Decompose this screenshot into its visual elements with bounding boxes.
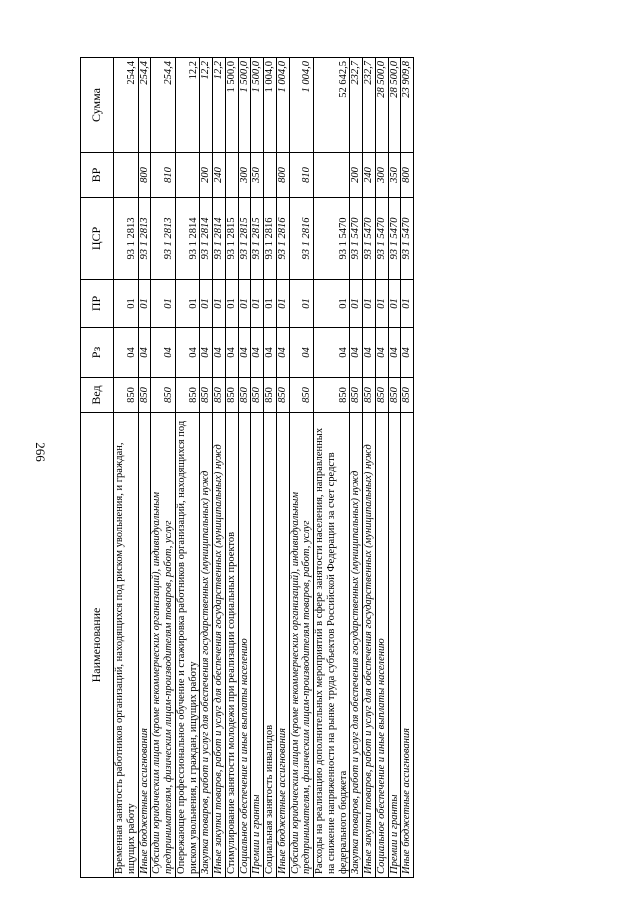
cell-vr xyxy=(175,153,200,198)
table-row xyxy=(138,58,151,878)
cell-sum: 1 500,0 xyxy=(238,58,251,153)
table-row xyxy=(114,58,139,878)
cell-pr: 01 xyxy=(289,280,314,328)
cell-sum: 1 004,0 xyxy=(289,58,314,153)
cell-vr xyxy=(264,153,277,198)
header-rz: Рз xyxy=(81,328,114,378)
cell-vr: 800 xyxy=(276,153,289,198)
cell-name: Временная занятость работников организаций, находящихся под риском увольнения, и граждан, ищущих работу xyxy=(114,413,139,878)
cell-rz: 04 xyxy=(375,328,388,378)
cell-ved: 850 xyxy=(251,378,264,413)
cell-sum: 232,7 xyxy=(350,58,363,153)
cell-csr: 93 1 2816 xyxy=(264,198,277,280)
cell-name: Расходы на реализацию дополнительных мероприятий в сфере занятости населения, направленных на снижение напряженности на рынке труда субъектов Российской Федерации за счет средств федерального бюджета xyxy=(314,413,350,878)
cell-name: Субсидии юридическим лицам (кроме некоммерческих организаций), индивидуальным предпринимателям, физическим лицам-производителям товаров, работ, услуг xyxy=(289,413,314,878)
cell-ved: 850 xyxy=(175,378,200,413)
cell-csr: 93 1 2816 xyxy=(276,198,289,280)
cell-sum: 28 500,0 xyxy=(388,58,401,153)
table-row xyxy=(251,58,264,878)
cell-name: Социальное обеспечение и иные выплаты населению xyxy=(238,413,251,878)
cell-sum: 232,7 xyxy=(363,58,376,153)
cell-csr: 93 1 2814 xyxy=(200,198,213,280)
cell-csr: 93 1 2813 xyxy=(114,198,139,280)
cell-rz: 04 xyxy=(251,328,264,378)
cell-ved: 850 xyxy=(151,378,176,413)
cell-name: Иные закупки товаров, работ и услуг для обеспечения государственных (муниципальных) нужд xyxy=(213,413,226,878)
cell-ved: 850 xyxy=(314,378,350,413)
table-header-row xyxy=(81,58,114,878)
cell-rz: 04 xyxy=(350,328,363,378)
cell-name: Субсидии юридическим лицам (кроме некоммерческих организаций), индивидуальным предпринимателям, физическим лицам-производителям товаров, работ, услуг xyxy=(151,413,176,878)
cell-csr: 93 1 5470 xyxy=(314,198,350,280)
table-row xyxy=(151,58,176,878)
header-ved: Вед xyxy=(81,378,114,413)
cell-pr: 01 xyxy=(225,280,238,328)
table-row xyxy=(276,58,289,878)
cell-csr: 93 1 2813 xyxy=(151,198,176,280)
cell-sum: 1 500,0 xyxy=(251,58,264,153)
header-csr: ЦСР xyxy=(81,198,114,280)
cell-ved: 850 xyxy=(350,378,363,413)
table-row xyxy=(350,58,363,878)
cell-ved: 850 xyxy=(375,378,388,413)
cell-name: Иные бюджетные ассигнования xyxy=(401,413,414,878)
cell-pr: 01 xyxy=(175,280,200,328)
cell-name: Иные бюджетные ассигнования xyxy=(276,413,289,878)
cell-rz: 04 xyxy=(175,328,200,378)
cell-rz: 04 xyxy=(213,328,226,378)
cell-sum: 254,4 xyxy=(114,58,139,153)
cell-rz: 04 xyxy=(200,328,213,378)
cell-rz: 04 xyxy=(225,328,238,378)
cell-sum: 1 004,0 xyxy=(276,58,289,153)
cell-sum: 28 500,0 xyxy=(375,58,388,153)
cell-vr xyxy=(114,153,139,198)
cell-sum: 12,2 xyxy=(175,58,200,153)
cell-ved: 850 xyxy=(363,378,376,413)
cell-vr: 240 xyxy=(363,153,376,198)
cell-sum: 12,2 xyxy=(200,58,213,153)
table-row xyxy=(175,58,200,878)
cell-csr: 93 1 5470 xyxy=(350,198,363,280)
page-number-area xyxy=(0,0,48,905)
cell-sum: 1 004,0 xyxy=(264,58,277,153)
cell-rz: 04 xyxy=(276,328,289,378)
cell-vr: 200 xyxy=(200,153,213,198)
cell-rz: 04 xyxy=(114,328,139,378)
cell-pr: 01 xyxy=(238,280,251,328)
cell-csr: 93 1 5470 xyxy=(401,198,414,280)
cell-pr: 01 xyxy=(363,280,376,328)
cell-pr: 01 xyxy=(350,280,363,328)
cell-name: Социальное обеспечение и иные выплаты населению xyxy=(375,413,388,878)
cell-vr: 240 xyxy=(213,153,226,198)
cell-rz: 04 xyxy=(363,328,376,378)
table-body xyxy=(114,58,414,878)
cell-rz: 04 xyxy=(138,328,151,378)
cell-pr: 01 xyxy=(200,280,213,328)
cell-csr: 93 1 2814 xyxy=(175,198,200,280)
cell-name: Закупка товаров, работ и услуг для обеспечения государственных (муниципальных) нужд xyxy=(200,413,213,878)
cell-sum: 12,2 xyxy=(213,58,226,153)
table-row xyxy=(225,58,238,878)
cell-vr: 350 xyxy=(251,153,264,198)
header-sum: Сумма xyxy=(81,58,114,153)
cell-ved: 850 xyxy=(114,378,139,413)
cell-rz: 04 xyxy=(264,328,277,378)
cell-ved: 850 xyxy=(213,378,226,413)
cell-pr: 01 xyxy=(251,280,264,328)
cell-sum: 1 500,0 xyxy=(225,58,238,153)
cell-sum: 52 642,5 xyxy=(314,58,350,153)
cell-csr: 93 1 2813 xyxy=(138,198,151,280)
cell-pr: 01 xyxy=(401,280,414,328)
cell-rz: 04 xyxy=(289,328,314,378)
page-number: 266 xyxy=(33,442,48,462)
cell-rz: 04 xyxy=(238,328,251,378)
cell-vr: 810 xyxy=(151,153,176,198)
cell-pr: 01 xyxy=(114,280,139,328)
table-row xyxy=(200,58,213,878)
header-name: Наименование xyxy=(81,413,114,878)
cell-vr: 300 xyxy=(238,153,251,198)
cell-name: Стимулирование занятости молодежи при реализации социальных проектов xyxy=(225,413,238,878)
cell-ved: 850 xyxy=(289,378,314,413)
cell-name: Иные бюджетные ассигнования xyxy=(138,413,151,878)
cell-name: Иные закупки товаров, работ и услуг для обеспечения государственных (муниципальных) нужд xyxy=(363,413,376,878)
cell-rz: 04 xyxy=(151,328,176,378)
cell-ved: 850 xyxy=(388,378,401,413)
rotated-table-container xyxy=(80,58,560,878)
cell-name: Премии и гранты xyxy=(388,413,401,878)
cell-pr: 01 xyxy=(264,280,277,328)
cell-csr: 93 1 2815 xyxy=(251,198,264,280)
cell-ved: 850 xyxy=(401,378,414,413)
cell-sum: 23 909,8 xyxy=(401,58,414,153)
cell-vr xyxy=(314,153,350,198)
cell-rz: 04 xyxy=(314,328,350,378)
cell-vr: 200 xyxy=(350,153,363,198)
cell-csr: 93 1 5470 xyxy=(388,198,401,280)
cell-vr xyxy=(225,153,238,198)
cell-pr: 01 xyxy=(138,280,151,328)
cell-pr: 01 xyxy=(388,280,401,328)
cell-vr: 800 xyxy=(401,153,414,198)
cell-name: Премии и гранты xyxy=(251,413,264,878)
cell-ved: 850 xyxy=(225,378,238,413)
cell-vr: 810 xyxy=(289,153,314,198)
cell-sum: 254,4 xyxy=(138,58,151,153)
table-row xyxy=(388,58,401,878)
table-row xyxy=(375,58,388,878)
cell-pr: 01 xyxy=(375,280,388,328)
cell-ved: 850 xyxy=(200,378,213,413)
cell-ved: 850 xyxy=(276,378,289,413)
cell-sum: 254,4 xyxy=(151,58,176,153)
table-row xyxy=(289,58,314,878)
cell-pr: 01 xyxy=(151,280,176,328)
cell-rz: 04 xyxy=(401,328,414,378)
cell-csr: 93 1 2814 xyxy=(213,198,226,280)
table-row xyxy=(264,58,277,878)
table-row xyxy=(238,58,251,878)
table-row xyxy=(363,58,376,878)
cell-csr: 93 1 2815 xyxy=(225,198,238,280)
table-row xyxy=(401,58,414,878)
cell-pr: 01 xyxy=(314,280,350,328)
cell-name: Закупка товаров, работ и услуг для обеспечения государственных (муниципальных) нужд xyxy=(350,413,363,878)
cell-ved: 850 xyxy=(264,378,277,413)
cell-vr: 800 xyxy=(138,153,151,198)
cell-name: Социальная занятость инвалидов xyxy=(264,413,277,878)
cell-rz: 04 xyxy=(388,328,401,378)
cell-vr: 300 xyxy=(375,153,388,198)
header-pr: ПР xyxy=(81,280,114,328)
cell-csr: 93 1 2816 xyxy=(289,198,314,280)
cell-vr: 350 xyxy=(388,153,401,198)
cell-pr: 01 xyxy=(276,280,289,328)
cell-name: Опережающее профессиональное обучение и стажировка работников организаций, находящихся под риском увольнения, и граждан, ищущих работу xyxy=(175,413,200,878)
header-vr: ВР xyxy=(81,153,114,198)
cell-pr: 01 xyxy=(213,280,226,328)
table-row xyxy=(213,58,226,878)
cell-csr: 93 1 5470 xyxy=(363,198,376,280)
cell-ved: 850 xyxy=(138,378,151,413)
cell-csr: 93 1 2815 xyxy=(238,198,251,280)
budget-table xyxy=(80,57,414,878)
cell-csr: 93 1 5470 xyxy=(375,198,388,280)
table-row xyxy=(314,58,350,878)
cell-ved: 850 xyxy=(238,378,251,413)
